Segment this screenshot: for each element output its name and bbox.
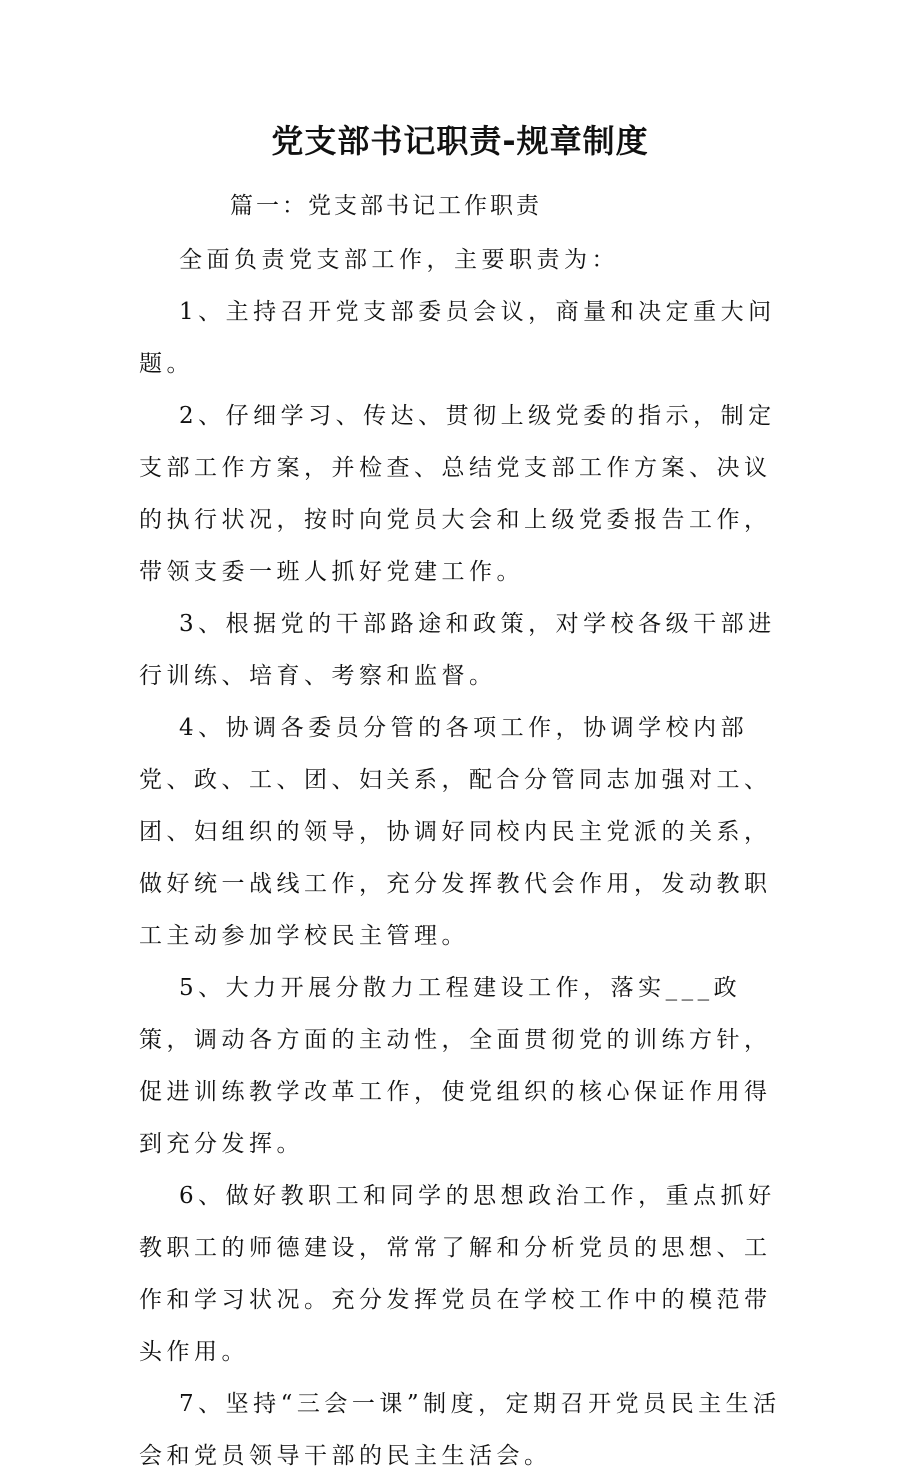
paragraph-item-4: 4、协调各委员分管的各项工作，协调学校内部党、政、工、团、妇关系，配合分管同志加强对工、团、妇组织的领导，协调好同校内民主党派的关系，做好统一战线工作，充分发挥教代会作用，发动教职工主动参加学校民主管理。 bbox=[139, 715, 772, 949]
paragraph-item-5: 5、大力开展分散力工程建设工作，落实___政策，调动各方面的主动性，全面贯彻党的训练方针，促进训练教学改革工作，使党组织的核心保证作用得到充分发挥。 bbox=[139, 975, 772, 1157]
paragraph-item-2: 2、仔细学习、传达、贯彻上级党委的指示，制定支部工作方案，并检查、总结党支部工作方案、决议的执行状况，按时向党员大会和上级党委报告工作，带领支委一班人抓好党建工作。 bbox=[139, 403, 776, 585]
paragraph-item-1: 1、主持召开党支部委员会议，商量和决定重大问题。 bbox=[139, 299, 776, 377]
document-body bbox=[139, 234, 791, 1482]
section-heading: 篇一：党支部书记工作职责 bbox=[230, 193, 542, 219]
paragraph-item-3: 3、根据党的干部路途和政策，对学校各级干部进行训练、培育、考察和监督。 bbox=[139, 611, 776, 689]
paragraph-item-6: 6、做好教职工和同学的思想政治工作，重点抓好教职工的师德建设，常常了解和分析党员的思想、工作和学习状况。充分发挥党员在学校工作中的模范带头作用。 bbox=[139, 1183, 776, 1365]
paragraph-item-7: 7、坚持“三会一课”制度，定期召开党员民主生活会和党员领导干部的民主生活会。 bbox=[139, 1391, 781, 1469]
paragraph-intro: 全面负责党支部工作，主要职责为： bbox=[179, 247, 619, 273]
document-title: 党支部书记职责-规章制度 bbox=[271, 122, 649, 160]
